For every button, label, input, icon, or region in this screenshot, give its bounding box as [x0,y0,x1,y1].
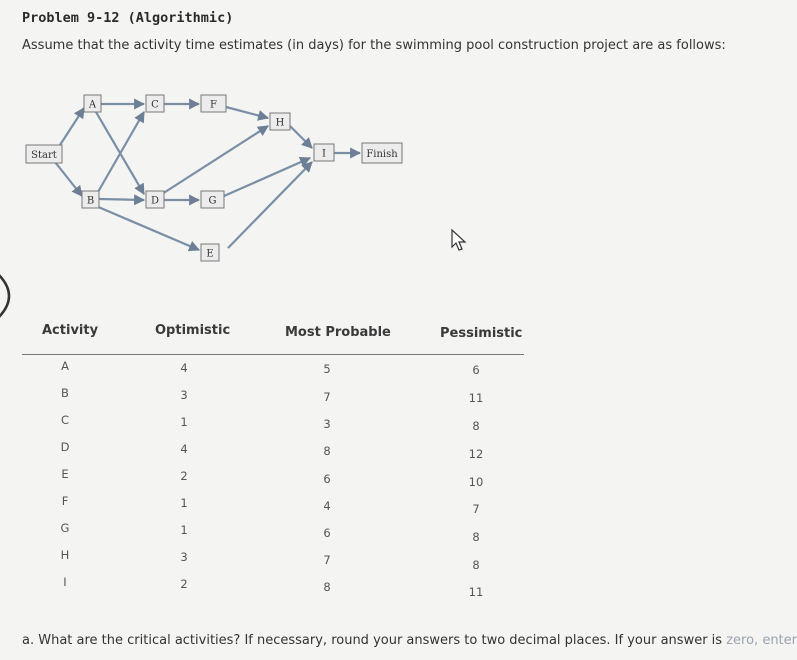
cell-activity: C [60,413,70,427]
node-g [201,191,224,208]
mouse-cursor-icon [449,228,469,252]
node-e [201,244,219,261]
cell-activity: D [60,440,70,454]
header-activity: Activity [42,323,99,338]
cell-optimistic: 4 [180,442,188,456]
node-start-label: Start [31,150,57,161]
node-h-label: H [275,117,285,129]
arc-f-h [226,107,268,118]
cell-activity: E [61,467,69,481]
node-a-label: A [88,99,97,111]
cell-activity: F [61,494,69,508]
question-a-text: a. What are the critical activities? If necessary, round your answers to two decimal places. If your answer is [22,633,723,648]
node-g-label: G [208,195,217,207]
network-arcs [55,104,360,250]
cell-most-probable: 4 [323,499,331,513]
cell-most-probable: 6 [323,472,331,486]
cell-pessimistic: 6 [472,363,480,377]
arc-b-e [96,206,199,250]
project-network-diagram [0,0,700,300]
node-c-label: C [151,99,159,111]
cell-optimistic: 1 [180,523,188,537]
arc-b-c [98,112,144,192]
arc-start-b [55,162,82,196]
intro-text: Assume that the activity time estimates (in days) for the swimming pool construction project are as follows: [22,38,726,53]
cell-pessimistic: 12 [468,447,484,461]
cell-most-probable: 5 [323,362,331,376]
cell-pessimistic: 7 [472,502,480,516]
arc-b-d [99,199,144,200]
node-f [201,95,226,112]
node-d-label: D [150,195,160,207]
node-d [146,191,164,208]
cell-optimistic: 4 [180,361,188,375]
cell-most-probable: 8 [323,580,331,594]
node-b [82,191,99,208]
node-e-label: E [206,248,214,260]
node-b-label: B [86,195,95,207]
node-h [270,113,290,130]
cell-pessimistic: 8 [472,419,480,433]
cell-most-probable: 7 [323,553,331,567]
cell-pessimistic: 10 [468,475,484,489]
cell-activity: B [61,386,69,400]
cell-optimistic: 3 [180,388,188,402]
cell-most-probable: 6 [323,526,331,540]
cell-pessimistic: 8 [472,530,480,544]
side-bracket-decoration [0,272,22,320]
cell-activity: H [60,548,70,562]
table-header-rule [22,354,524,355]
question-a [22,633,797,648]
cell-most-probable: 3 [323,417,331,431]
cell-pessimistic: 8 [472,558,480,572]
header-most-probable: Most Probable [285,325,391,340]
node-i-label: I [322,148,326,160]
cell-activity: I [63,575,67,589]
cell-most-probable: 7 [323,390,331,404]
cell-activity: A [61,359,69,373]
question-a-faded-text: zero, enter [726,633,797,648]
cell-pessimistic: 11 [468,391,484,405]
node-a [84,95,101,112]
cell-optimistic: 2 [180,469,188,483]
arc-h-i [290,126,312,148]
header-pessimistic: Pessimistic [440,326,523,341]
arc-start-a [60,108,84,145]
node-i [314,144,334,161]
node-start [26,145,62,163]
cell-activity: G [60,521,70,535]
node-f-label: F [210,99,217,111]
cell-most-probable: 8 [323,444,331,458]
header-optimistic: Optimistic [155,323,231,338]
cell-pessimistic: 11 [468,585,484,599]
cell-optimistic: 3 [180,550,188,564]
cell-optimistic: 1 [180,415,188,429]
cell-optimistic: 1 [180,496,188,510]
node-finish [362,143,402,163]
problem-title: Problem 9-12 (Algorithmic) [22,10,234,26]
node-finish-label: Finish [366,149,398,160]
cell-optimistic: 2 [180,577,188,591]
node-c [146,95,164,112]
